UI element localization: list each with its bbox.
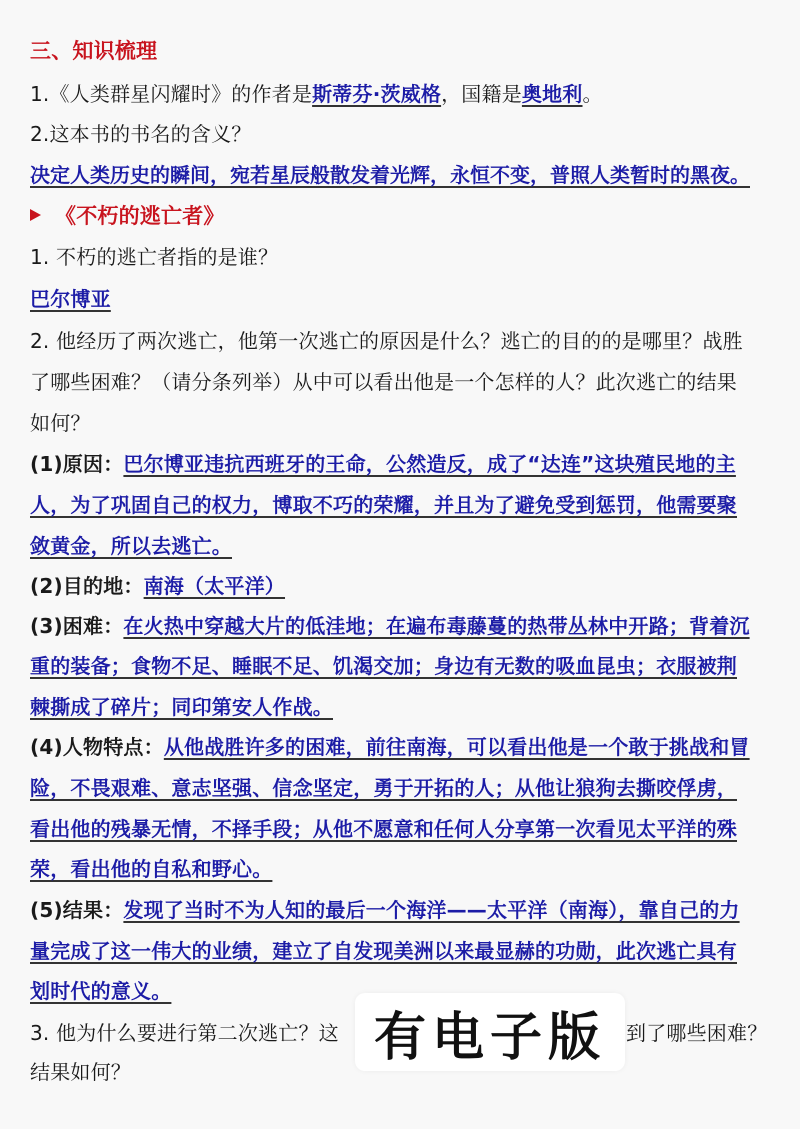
item-result-text: 发现了当时不为人知的最后一个海洋——太平洋（南海），靠自己的力 <box>123 898 740 922</box>
item-traits-label: (4)人物特点： <box>30 735 164 759</box>
question-2: 2.这本书的书名的含义？ <box>30 122 252 146</box>
arrow-bullet-icon <box>30 209 41 221</box>
item-difficulties-line-3: 棘撕成了碎片；同印第安人作战。 <box>30 695 333 719</box>
chapter-title: 《不朽的逃亡者》 <box>55 204 225 228</box>
chapter-heading <box>30 202 776 230</box>
chapter-question-2-line-2: 了哪些困难？（请分条列举）从中可以看出他是一个怎样的人？此次逃亡的结果 <box>30 370 737 394</box>
q1-mid: ，国籍是 <box>441 82 522 106</box>
item-difficulties-text: 在火热中穿越大片的低洼地；在遍布毒藤蔓的热带丛林中开路；背着沉 <box>123 614 750 638</box>
q1-suffix: 。 <box>582 82 603 106</box>
chapter-question-3-line-1-right: 到了哪些困难？ <box>626 1021 768 1045</box>
item-difficulties-line-2: 重的装备；食物不足、睡眠不足、饥渴交加；身边有无数的吸血昆虫；衣服被荆 <box>30 654 737 678</box>
chapter-question-1-answer: 巴尔博亚 <box>30 287 111 311</box>
chapter-question-1: 1. 不朽的逃亡者指的是谁？ <box>30 245 279 269</box>
item-difficulties-line-1 <box>30 612 776 640</box>
chapter-question-2-line-1: 2. 他经历了两次逃亡，他第一次逃亡的原因是什么？逃亡的目的的是哪里？战胜 <box>30 329 743 353</box>
q1-nationality-answer: 奥地利 <box>521 82 583 106</box>
chapter-question-2-line-3: 如何？ <box>30 411 91 435</box>
item-traits-text: 从他战胜许多的困难，前往南海，可以看出他是一个敢于挑战和冒 <box>163 735 750 759</box>
item-traits-line-1 <box>30 733 776 761</box>
item-reason-line-1 <box>30 450 776 478</box>
q1-author-answer: 斯蒂芬·茨威格 <box>312 82 442 106</box>
chapter-question-3-line-1-left: 3. 他为什么要进行第二次逃亡？这 <box>30 1021 339 1045</box>
item-destination-label: (2)目的地： <box>30 574 144 598</box>
question-2-answer: 决定人类历史的瞬间，宛若星辰般散发着光辉，永恒不变，普照人类暂时的黑夜。 <box>30 163 750 187</box>
item-result-line-2: 量完成了这一伟大的业绩，建立了自发现美洲以来最显赫的功勋，此次逃亡具有 <box>30 939 737 963</box>
item-destination-line-1 <box>30 572 776 600</box>
item-traits-line-2: 险，不畏艰难、意志坚强、信念坚定，勇于开拓的人；从他让狼狗去撕咬俘虏， <box>30 776 737 800</box>
item-result-label: (5)结果： <box>30 898 124 922</box>
section-title: 三、知识梳理 <box>30 39 158 63</box>
item-traits-line-3: 看出他的残暴无情，不择手段；从他不愿意和任何人分享第一次看见太平洋的殊 <box>30 817 737 841</box>
question-1-line <box>30 80 776 108</box>
item-difficulties-label: (3)困难： <box>30 614 124 638</box>
item-result-line-1 <box>30 896 776 924</box>
item-reason-line-2: 人，为了巩固自己的权力，博取不巧的荣耀，并且为了避免受到惩罚，他需要聚 <box>30 493 737 517</box>
item-destination-text: 南海（太平洋） <box>143 574 286 598</box>
item-result-line-3: 划时代的意义。 <box>30 979 172 1003</box>
watermark-stamp: 有电子版 <box>355 993 625 1071</box>
q1-prefix: 1.《人类群星闪耀时》的作者是 <box>30 82 313 106</box>
item-reason-text: 巴尔博亚违抗西班牙的王命，公然造反，成了“达连”这块殖民地的主 <box>123 452 736 476</box>
chapter-question-3-line-2: 结果如何？ <box>30 1060 131 1084</box>
item-traits-line-4: 荣，看出他的自私和野心。 <box>30 857 273 881</box>
item-reason-line-3: 敛黄金，所以去逃亡。 <box>30 534 232 558</box>
item-reason-label: (1)原因： <box>30 452 124 476</box>
